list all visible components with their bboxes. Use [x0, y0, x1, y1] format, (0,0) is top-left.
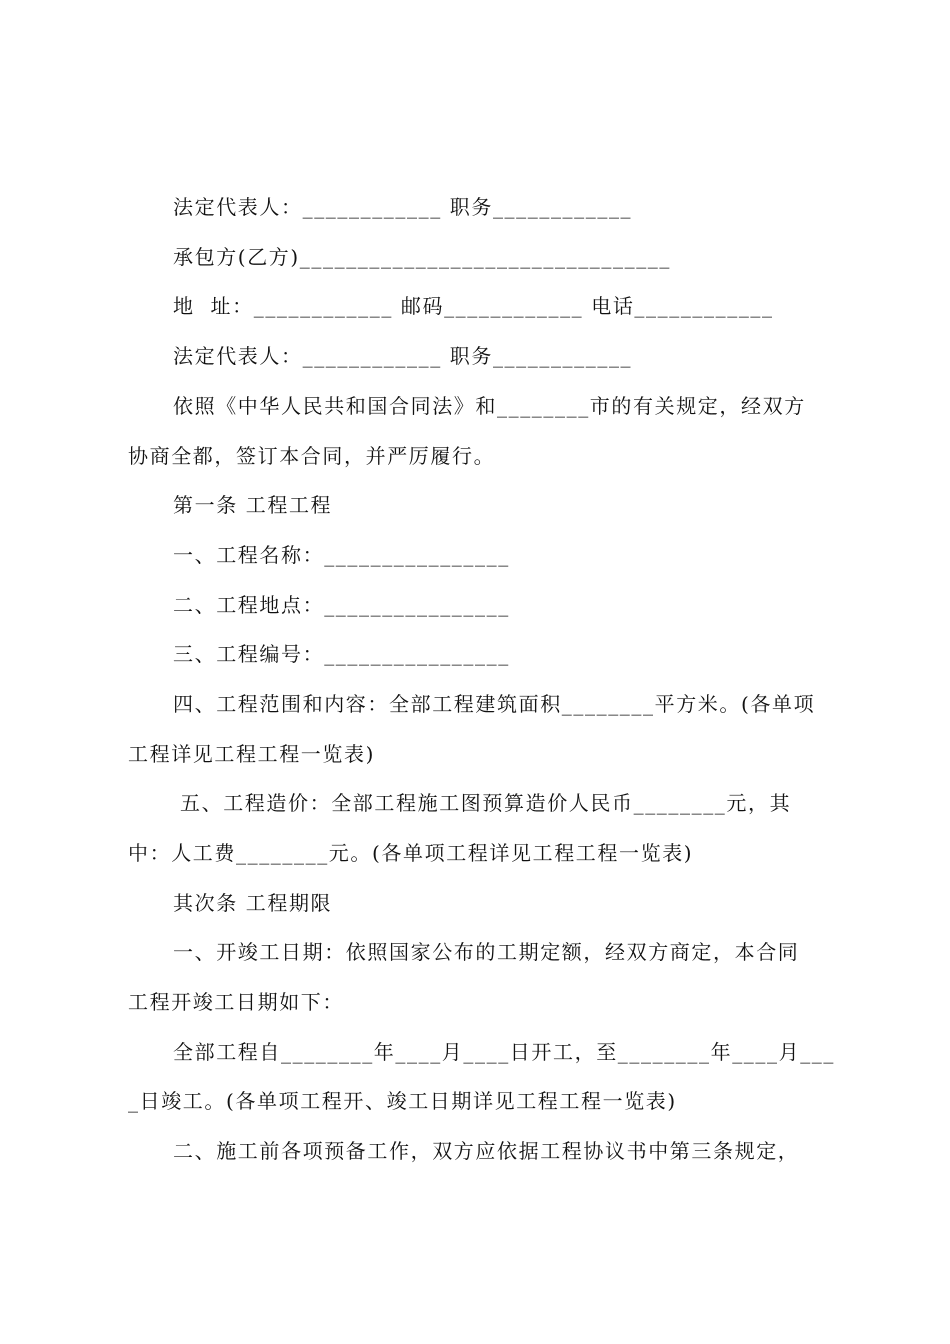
contractor-line: 承包方(乙方)________________________________	[173, 245, 672, 269]
legal-representative-line-a: 法定代表人：____________ 职务____________	[173, 195, 633, 219]
project-location-line: 二、工程地点：________________	[173, 593, 510, 617]
article-2-heading: 其次条 工程期限	[173, 891, 333, 915]
project-number-line: 三、工程编号：________________	[173, 642, 510, 666]
dates-line-2: _日竣工。(各单项工程开、竣工日期详见工程工程一览表)	[128, 1089, 677, 1113]
cost-line-1: 五、工程造价：全部工程施工图预算造价人民币________元，其	[180, 791, 792, 815]
scope-line-2: 工程详见工程工程一览表)	[128, 742, 376, 766]
dates-line-1: 全部工程自________年____月____日开工，至________年____月___	[173, 1040, 835, 1064]
project-name-line: 一、工程名称：________________	[173, 543, 510, 567]
schedule-line-2: 工程开竣工日期如下：	[128, 990, 344, 1014]
address-line: 地 址：____________ 邮码____________ 电话____________	[173, 294, 774, 318]
legal-representative-line-b: 法定代表人：____________ 职务____________	[173, 344, 633, 368]
scope-line-1: 四、工程范围和内容：全部工程建筑面积________平方米。(各单项	[173, 692, 816, 716]
preamble-line-1: 依照《中华人民共和国合同法》和________市的有关规定，经双方	[173, 394, 806, 418]
preparation-line: 二、施工前各项预备工作，双方应依据工程协议书中第三条规定，	[173, 1139, 800, 1163]
schedule-line-1: 一、开竣工日期：依照国家公布的工期定额，经双方商定，本合同	[173, 940, 800, 964]
cost-line-2: 中：人工费________元。(各单项工程详见工程工程一览表)	[128, 841, 694, 865]
article-1-heading: 第一条 工程工程	[173, 493, 333, 517]
preamble-line-2: 协商全都，签订本合同，并严厉履行。	[128, 444, 496, 468]
